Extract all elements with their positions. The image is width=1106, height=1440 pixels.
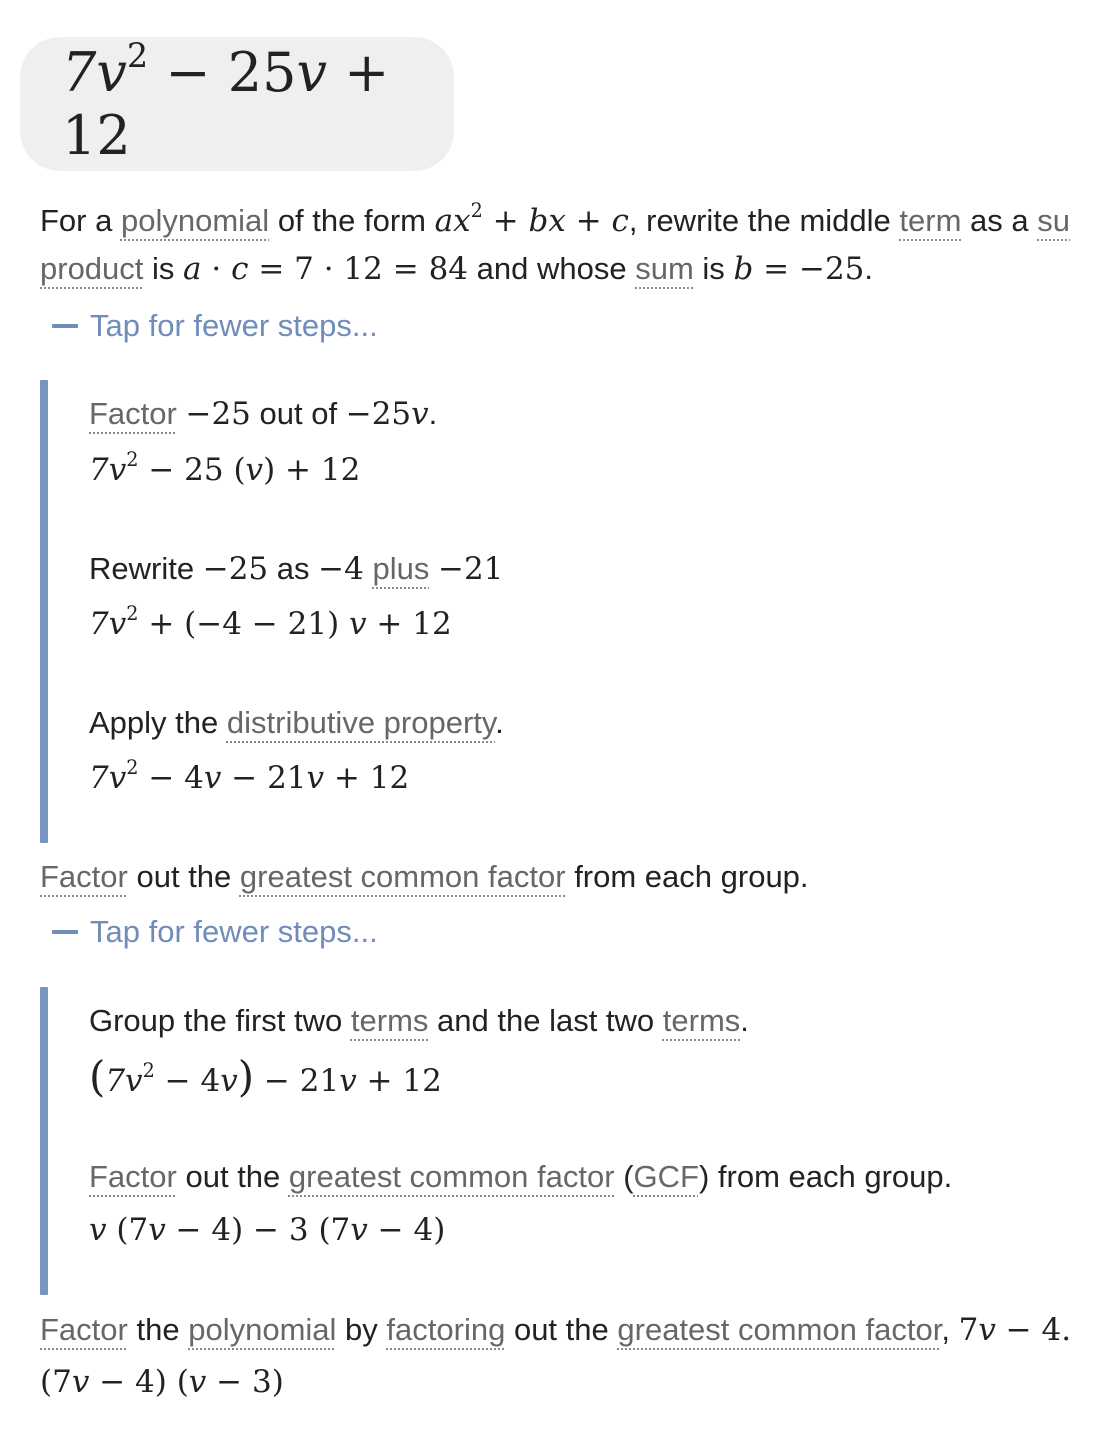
factor-link[interactable]: Factor [40, 859, 128, 894]
problem-expression: $7v^2 - 25v + 12$ [20, 37, 454, 171]
substeps-bar [40, 380, 48, 843]
fewer-steps-toggle[interactable]: Tap for fewer steps... [52, 914, 378, 950]
ac-math: a · c = 7 · 12 = 84 [183, 251, 469, 287]
substep-text: Rewrite −25 as −4 plus −21 [89, 551, 504, 587]
minus-icon [52, 324, 78, 328]
minus-icon [52, 930, 78, 934]
plus-link[interactable]: plus [372, 551, 430, 586]
terms-link[interactable]: terms [662, 1003, 741, 1038]
gcf-abbr-link[interactable]: GCF [633, 1159, 699, 1194]
product-link[interactable]: product [40, 251, 144, 286]
substep-text: Factor −25 out of −25v. [89, 396, 438, 432]
substep-math: $7v^2 - 25$ (v) + 12 [89, 448, 361, 488]
gcf-link[interactable]: greatest common factor [617, 1312, 942, 1347]
substep-text: Apply the distributive property. [89, 705, 504, 740]
gcf-link[interactable]: greatest common factor [288, 1159, 615, 1194]
intro-line-1: For a polynomial of the form $ax^2$ + bx + c, rewrite the middle term as a su [40, 199, 1071, 239]
factoring-link[interactable]: factoring [386, 1312, 506, 1347]
substep-text: Group the first two terms and the last two terms. [89, 1003, 749, 1038]
substep-math: $(7v^2 - 4v) - 21v + 12$ [89, 1052, 442, 1101]
substep-math: $7v^2 - 4v - 21v + 12$ [89, 756, 410, 796]
substep-math: v (7v − 4) − 3 (7v − 4) [89, 1212, 446, 1248]
b-math: b = −25 [733, 251, 865, 287]
polynomial-link[interactable]: polynomial [188, 1312, 337, 1347]
final-answer: (7v − 4) (v − 3) [40, 1364, 284, 1400]
factor-link[interactable]: Factor [89, 396, 177, 431]
step-text: Factor out the greatest common factor from each group. [40, 859, 809, 894]
fewer-steps-toggle[interactable]: Tap for fewer steps... [52, 308, 378, 344]
polynomial-link[interactable]: polynomial [120, 203, 270, 238]
gcf-link[interactable]: greatest common factor [239, 859, 566, 894]
sum-link-partial[interactable]: su [1037, 203, 1071, 238]
substeps-bar [40, 987, 48, 1295]
substep-text: Factor out the greatest common factor (GCF) from each group. [89, 1159, 953, 1194]
factor-link[interactable]: Factor [40, 1312, 128, 1347]
term-link[interactable]: term [899, 203, 962, 238]
intro-line-2: product is a · c = 7 · 12 = 84 and whose sum is b = −25. [40, 251, 874, 287]
factor-link[interactable]: Factor [89, 1159, 177, 1194]
substep-math: $7v^2 + (-4 - 21) v + 12$ [89, 602, 452, 642]
form-math: $ax^2$ + bx + c [434, 199, 629, 239]
terms-link[interactable]: terms [350, 1003, 429, 1038]
sum-link[interactable]: sum [635, 251, 694, 286]
step-text: Factor the polynomial by factoring out the greatest common factor, 7v − 4. [40, 1312, 1072, 1348]
distributive-property-link[interactable]: distributive property [226, 705, 496, 740]
